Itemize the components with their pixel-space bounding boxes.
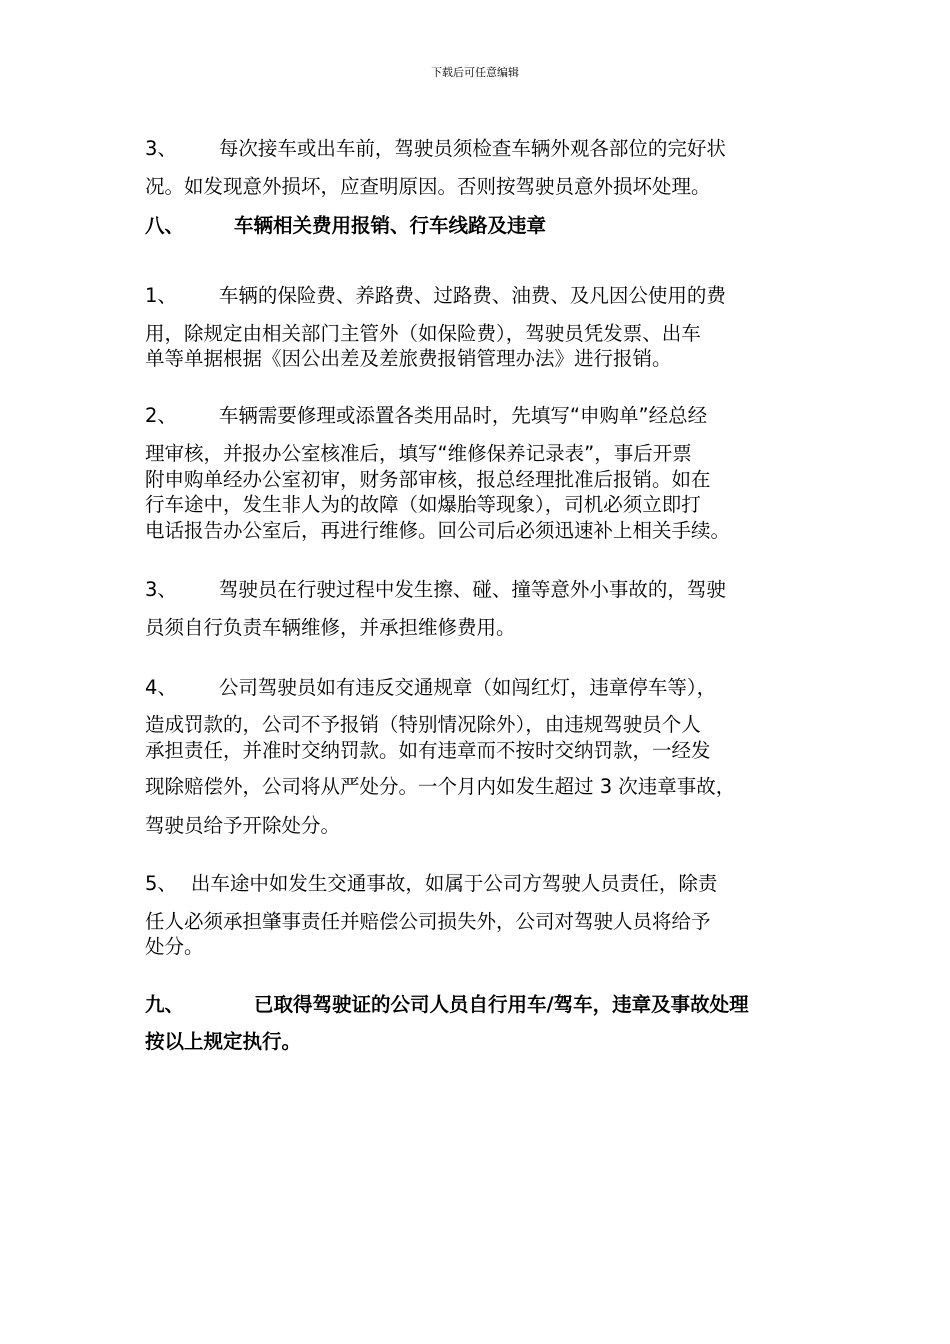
item-5-line-1 xyxy=(145,872,717,896)
item-2-line-3: 附申购单经办公室初审，财务部审核，报总经理批准后报销。如在 xyxy=(145,468,711,491)
item-text: 出车途中如发生交通事故，如属于公司方驾驶人员责任，除责 xyxy=(190,872,718,895)
item-number: 5、 xyxy=(145,872,177,895)
item-4-line-2: 造成罚款的，公司不予报销（特别情况除外），由违规驾驶员个人 xyxy=(145,713,701,736)
item-3-line-1 xyxy=(145,137,726,161)
section-8-heading xyxy=(145,214,546,238)
item-text: 车辆需要修理或添置各类用品时，先填写“申购单”经总经 xyxy=(218,404,708,427)
item-text: 每次接车或出车前，驾驶员须检查车辆外观各部位的完好状 xyxy=(218,137,726,160)
item-1-line-2: 用，除规定由相关部门主管外（如保险费），驾驶员凭发票、出车 xyxy=(145,322,701,345)
item-4-line-1 xyxy=(145,676,716,700)
section-9-line-1 xyxy=(145,993,749,1017)
item-number: 1、 xyxy=(145,284,177,307)
item-2-line-2: 理审核，并报办公室核准后，填写“维修保养记录表”，事后开票 xyxy=(145,442,692,465)
item-number: 3、 xyxy=(145,578,177,601)
section-title: 已取得驾驶证的公司人员自行用车/驾车，违章及事故处理 xyxy=(254,993,749,1016)
item-number: 3、 xyxy=(145,137,177,160)
section-number: 八、 xyxy=(145,214,185,237)
item-1-line-3: 单等单据根据《因公出差及差旅费报销管理办法》进行报销。 xyxy=(145,347,672,370)
item-5-line-3: 处分。 xyxy=(145,935,204,958)
section-9-line-2: 按以上规定执行。 xyxy=(145,1030,302,1053)
item-2-line-5: 电话报告办公室后，再进行维修。回公司后必须迅速补上相关手续。 xyxy=(145,519,731,542)
item-2-line-4: 行车途中，发生非人为的故障（如爆胎等现象），司机必须立即打 xyxy=(145,493,701,516)
item-text: 车辆的保险费、养路费、过路费、油费、及凡因公使用的费 xyxy=(218,284,726,307)
item-1-line-1 xyxy=(145,284,726,308)
section-number: 九、 xyxy=(145,993,185,1016)
item-4-line-5: 驾驶员给予开除处分。 xyxy=(145,814,341,837)
item-2-line-1 xyxy=(145,404,707,428)
item-4-line-4: 现除赔偿外，公司将从严处分。一个月内如发生超过 3 次违章事故， xyxy=(145,775,736,798)
item-text: 公司驾驶员如有违反交通规章（如闯红灯，违章停车等）， xyxy=(218,676,717,699)
item-number: 4、 xyxy=(145,676,177,699)
item-number: 2、 xyxy=(145,404,177,427)
item-text: 驾驶员在行驶过程中发生擦、碰、撞等意外小事故的，驾驶 xyxy=(218,578,726,601)
item-3b-line-1 xyxy=(145,578,726,602)
item-3-line-2: 况。如发现意外损坏，应查明原因。否则按驾驶员意外损坏处理。 xyxy=(145,175,711,198)
item-5-line-2: 任人必须承担肇事责任并赔偿公司损失外，公司对驾驶人员将给予 xyxy=(145,910,711,933)
page-header: 下载后可任意编辑 xyxy=(431,66,519,79)
item-4-line-3: 承担责任，并准时交纳罚款。如有违章而不按时交纳罚款，一经发 xyxy=(145,739,711,762)
item-3b-line-2: 员须自行负责车辆维修，并承担维修费用。 xyxy=(145,616,516,639)
section-title: 车辆相关费用报销、行车线路及违章 xyxy=(234,214,547,237)
